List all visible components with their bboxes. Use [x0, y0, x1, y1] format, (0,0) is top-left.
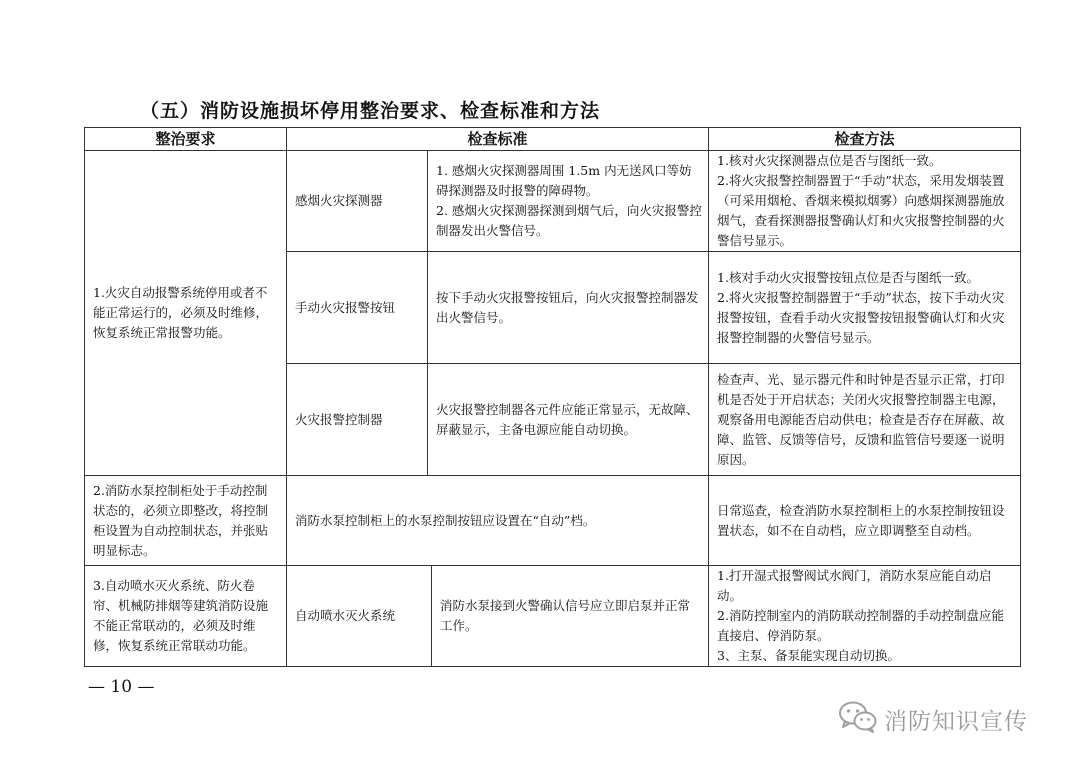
standard-line: 火灾报警控制器各元件应能正常显示，无故障、屏蔽显示，主备电源应能自动切换。: [436, 401, 699, 437]
requirement-cell: 3.自动喷水灭火系统、防火卷帘、机械防排烟等建筑消防设施不能正常联动的，必须及时维修，恢复系统正常联动功能。: [85, 566, 287, 667]
table-row: [85, 566, 1021, 667]
method-line: 2.消防控制室内的消防联动控制器的手动控制盘应能直接启、停消防泵。: [717, 608, 1004, 643]
item-cell: 感烟火灾探测器: [287, 151, 428, 252]
method-line: 1.核对手动火灾报警按钮点位是否与图纸一致。: [717, 269, 979, 285]
table-header-row: [85, 128, 1021, 151]
section-title: （五）消防设施损坏停用整治要求、检查标准和方法: [140, 100, 601, 122]
requirement-cell: 1.火灾自动报警系统停用或者不能正常运行的，必须及时维修，恢复系统正常报警功能。: [85, 151, 287, 476]
method-cell: [709, 476, 1021, 566]
standard-cell: [428, 151, 709, 252]
standard-cell: [287, 476, 709, 566]
standard-line: 消防水泵接到火警确认信号应立即启泵并正常工作。: [440, 598, 691, 633]
header-requirement: 整治要求: [85, 128, 287, 151]
method-line: 1.打开湿式报警阀试水阀门，消防水泵应能自动启动。: [717, 568, 992, 603]
method-line: 日常巡查，检查消防水泵控制柜上的水泵控制按钮设置状态，如不在自动档，应立即调整至自动档。: [717, 502, 1005, 538]
table-row: [85, 476, 1021, 566]
standard-cell: [432, 566, 709, 667]
item-cell: 手动火灾报警按钮: [287, 252, 428, 364]
method-line: 1.核对火灾探测器点位是否与图纸一致。: [717, 153, 942, 168]
method-cell: [709, 566, 1021, 667]
method-cell: [709, 364, 1021, 476]
item-cell: 火灾报警控制器: [287, 364, 428, 476]
method-line: 检查声、光、显示器元件和时钟是否显示正常，打印机是否处于开启状态；关闭火灾报警控制器主电源，观察备用电源能否启动供电；检查是否存在屏蔽、故障、监管、反馈等信号，反馈和监管信号要逐一说明原因。: [717, 371, 1005, 467]
standard-line: 消防水泵控制柜上的水泵控制按钮应设置在“自动”档。: [295, 512, 596, 528]
standard-cell: [428, 252, 709, 364]
method-cell: [709, 151, 1021, 252]
header-method: 检查方法: [709, 128, 1021, 151]
inspection-table: [84, 127, 1021, 667]
method-line: 3、主泵、备泵能实现自动切换。: [717, 648, 900, 663]
requirement-cell: 2.消防水泵控制柜处于手动控制状态的，必须立即整改，将控制柜设置为自动控制状态，并张贴明显标志。: [85, 476, 287, 566]
item-cell: 自动喷水灭火系统: [287, 566, 432, 667]
watermark: [838, 700, 1028, 738]
watermark-text: 消防知识宣传: [884, 708, 1028, 735]
standard-cell: [428, 364, 709, 476]
method-line: 2.将火灾报警控制器置于“手动”状态，采用发烟装置（可采用烟枪、香烟来模拟烟雾）向感烟探测器施放烟气，查看探测器报警确认灯和火灾报警控制器的火警信号显示。: [717, 173, 1005, 248]
method-cell: [709, 252, 1021, 364]
standard-line: 2. 感烟火灾探测器探测到烟气后，向火灾报警控制器发出火警信号。: [436, 203, 702, 238]
table-row: [85, 151, 1021, 252]
standard-line: 1. 感烟火灾探测器周围 1.5m 内无送风口等妨碍探测器及时报警的障碍物。: [436, 163, 692, 198]
method-line: 2.将火灾报警控制器置于“手动”状态，按下手动火灾报警按钮，查看手动火灾报警按钮报警确认灯和火灾报警控制器的火警信号显示。: [717, 289, 1005, 345]
wechat-icon: [838, 700, 878, 738]
header-standard: 检查标准: [287, 128, 709, 151]
standard-line: 按下手动火灾报警按钮后，向火灾报警控制器发出火警信号。: [436, 289, 699, 325]
page-number: — 10 —: [88, 677, 155, 697]
